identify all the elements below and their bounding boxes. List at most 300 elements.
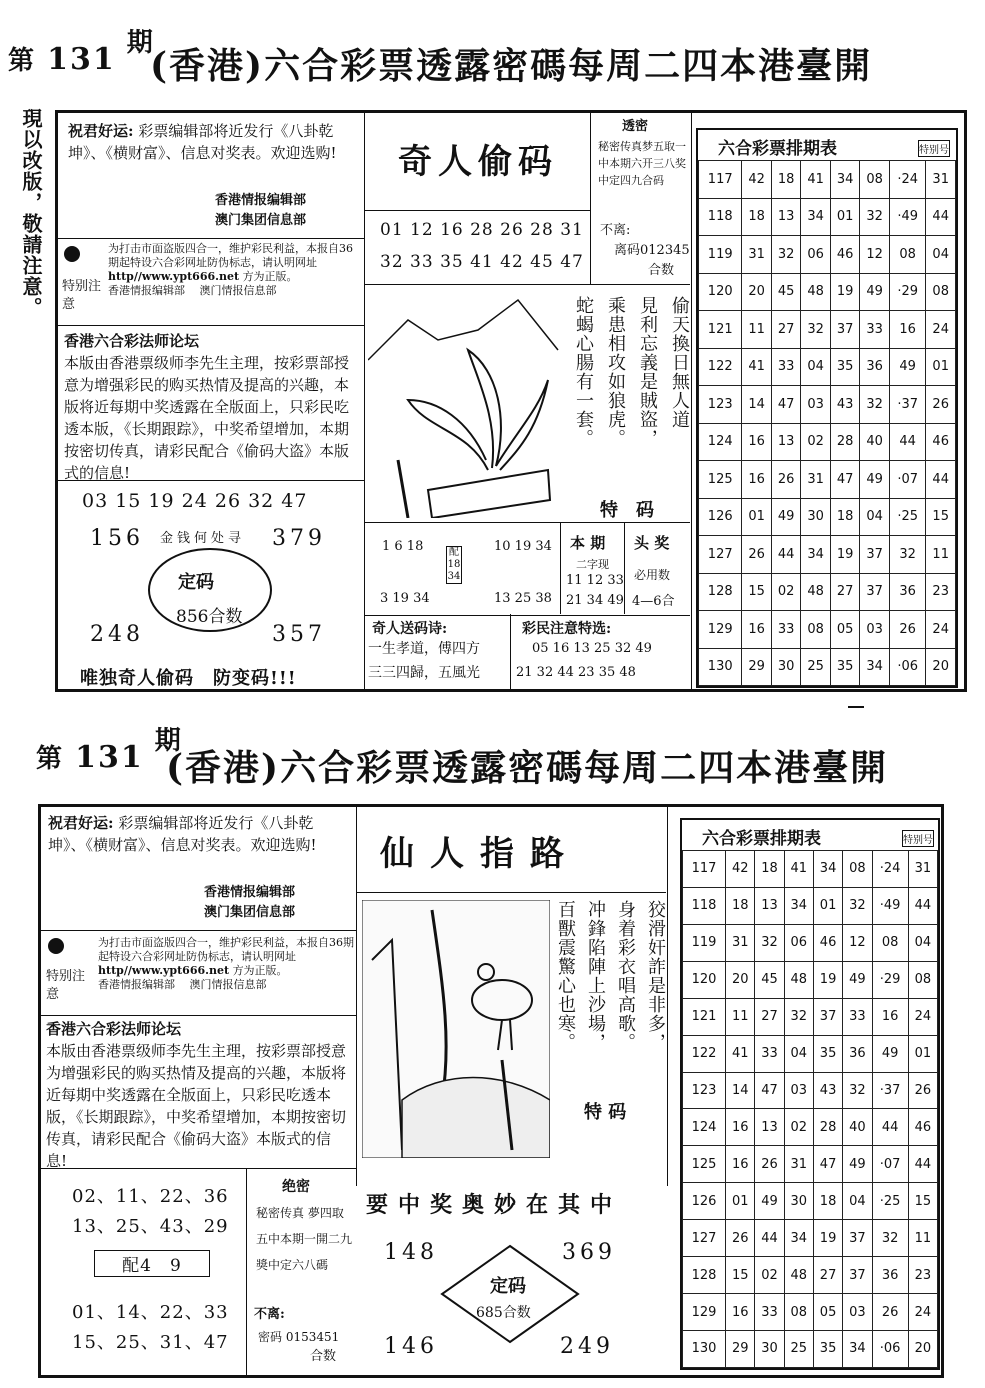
schedule-number-cell: 13 [755,887,784,924]
schedule-row [699,498,956,536]
bottom-arc: 要中奖奥妙在其中 [366,1192,623,1218]
schedule-number-cell: 49 [872,1035,908,1072]
schedule-number-cell: 33 [771,611,801,649]
top-wish-label: 祝君好运: [68,122,134,140]
schedule-issue-cell: 124 [683,1109,726,1146]
schedule-number-cell: 48 [784,1257,813,1294]
schedule-number-cell: 18 [755,851,784,888]
top-notice-sign2: 澳门情报信息部 [199,284,277,297]
bottom-forum-text: 本版由香港票级师李先生主理，按彩票部授意为增强彩民的购买热情及提高的兴趣，本版将近每期中奖透露在全版面上，只彩民吃透本版，《长期跟踪》，中奖希望增加，本期按密切传真，请彩民配合《偷码大盗》本版式的信息! [46,1042,347,1170]
schedule-number-cell: 08 [801,611,831,649]
schedule-issue-cell: 117 [699,161,742,199]
schedule-number-cell: 36 [889,573,925,611]
schedule-number-cell: 46 [908,1109,937,1146]
bottom-notice-content [98,936,354,992]
top-notice-text: 为打击市面盗版四合一，维护彩民利益，本报自36期起特设六合彩网址防伪标志，请认明网址 [108,242,353,269]
schedule-number-cell: 24 [926,611,956,649]
schedule-issue-cell: 119 [699,236,742,274]
schedule-number-cell: 35 [830,348,860,386]
top-issue-suffix: 期 [126,28,155,58]
schedule-number-cell: 25 [801,648,831,686]
schedule-number-cell: 31 [801,461,831,499]
schedule-number-cell: 16 [742,461,772,499]
bottom-poem-col-1: 狡滑奸詐是非多， [645,900,666,1052]
top-ring-center: 定码 [178,572,214,593]
schedule-row [683,1294,938,1331]
bottom-diamond-center2: 685合数 [476,1305,531,1321]
top-wish-block [68,120,358,164]
bottom-title: (香港)六合彩票透露密碼每周二四本港臺開 [166,747,889,789]
schedule-number-cell: 32 [755,924,784,961]
schedule-number-cell: 08 [872,924,908,961]
top-notice-url: http//www.ypt666.net [108,270,240,283]
schedule-number-cell: 19 [813,961,842,998]
top-attn-line2: 21 32 44 23 35 48 [516,665,636,680]
top-title: (香港)六合彩票透露密碼每周二四本港臺開 [150,45,873,87]
schedule-number-cell: 08 [908,961,937,998]
schedule-number-cell: 36 [872,1257,908,1294]
schedule-issue-cell: 124 [699,423,742,461]
schedule-number-cell: 02 [801,423,831,461]
schedule-number-cell: 41 [726,1035,755,1072]
top-illustration-plant [368,290,568,518]
schedule-number-cell: ·29 [889,273,925,311]
schedule-number-cell: 31 [926,161,956,199]
schedule-number-cell: 12 [843,924,872,961]
schedule-issue-cell: 129 [699,611,742,649]
schedule-number-cell: 37 [860,573,890,611]
top-mini-a: 1 6 18 [382,539,424,554]
schedule-number-cell: 02 [755,1257,784,1294]
bottom-wish-label: 祝君好运: [48,814,114,832]
schedule-number-cell: 36 [860,348,890,386]
top-poem-col-2: 見利忘義是賊盜， [637,296,658,448]
bomb-icon [64,246,80,262]
schedule-issue-cell: 122 [683,1035,726,1072]
top-forum-title: 香港六合彩法师论坛 [64,332,200,350]
schedule-number-cell: 32 [860,386,890,424]
top-secret-text: 秘密传真梦五取一中本期六开三八奖中定四九合码 [598,140,686,187]
schedule-number-cell: 03 [860,611,890,649]
schedule-row [683,1330,938,1367]
schedule-number-cell: 19 [830,273,860,311]
schedule-number-cell: 15 [726,1257,755,1294]
schedule-number-cell: 44 [908,887,937,924]
bottom-poem [552,900,668,1100]
top-benqi-title: 本 期 [570,534,606,552]
top-numbers-row: 03 15 19 24 26 32 47 [82,490,308,512]
schedule-number-cell: 26 [726,1220,755,1257]
schedule-row [683,924,938,961]
bottom-left-pei: 配4 9 [94,1250,210,1277]
bottom-secret-title: 绝密 [282,1179,310,1195]
bottom-left-col-divider [246,1168,247,1376]
top-schedule-table [698,160,956,686]
schedule-number-cell: ·29 [872,961,908,998]
schedule-number-cell: 08 [889,236,925,274]
top-issue [8,28,155,77]
schedule-number-cell: 02 [771,573,801,611]
top-left-divider [58,480,364,481]
top-toujiang-val: 4—6合 [632,594,675,609]
top-tema: 特 码 [600,500,654,521]
top-dash [848,706,864,708]
schedule-number-cell: 41 [784,851,813,888]
schedule-row [699,236,956,274]
schedule-number-cell: 04 [908,924,937,961]
bottom-issue-prefix: 第 [36,744,65,774]
schedule-row [699,161,956,199]
schedule-number-cell: 02 [784,1109,813,1146]
schedule-issue-cell: 119 [683,924,726,961]
top-attn-title: 彩民注意特选: [522,621,612,637]
bottom-left-n1: 02、11、22、36 [72,1186,229,1207]
schedule-issue-cell: 126 [683,1183,726,1220]
schedule-number-cell: 16 [726,1109,755,1146]
schedule-number-cell: 04 [801,348,831,386]
schedule-number-cell: 37 [830,311,860,349]
schedule-issue-cell: 121 [699,311,742,349]
schedule-number-cell: 49 [860,461,890,499]
top-notice-label: 特别注意 [62,279,102,312]
top-notice-content [108,242,362,298]
schedule-issue-cell: 117 [683,851,726,888]
schedule-number-cell: 16 [726,1146,755,1183]
top-poem-line1: 一生孝道，傅四方 [368,641,480,657]
schedule-number-cell: 30 [755,1330,784,1367]
schedule-issue-cell: 126 [699,498,742,536]
top-main-divider [364,210,590,211]
bottom-main-title: 仙人指路 [380,834,580,874]
top-nums-row2: 32 33 35 41 42 45 47 [380,252,584,272]
schedule-number-cell: 46 [926,423,956,461]
schedule-number-cell: 01 [908,1035,937,1072]
schedule-number-cell: 33 [843,998,872,1035]
schedule-row [683,1109,938,1146]
bottom-poem-col-2: 身着彩衣唱高歌。 [615,900,636,1052]
schedule-number-cell: 01 [926,348,956,386]
schedule-row [683,1146,938,1183]
schedule-number-cell: 36 [843,1035,872,1072]
bottom-diamond-center: 定码 [490,1276,526,1297]
top-benqi-n1: 11 12 33 [566,573,624,588]
schedule-number-cell: 26 [889,611,925,649]
schedule-row [699,198,956,236]
schedule-number-cell: ·25 [889,498,925,536]
schedule-number-cell: 32 [801,311,831,349]
schedule-number-cell: 15 [926,498,956,536]
schedule-number-cell: 04 [784,1035,813,1072]
schedule-number-cell: 44 [872,1109,908,1146]
schedule-number-cell: 37 [843,1220,872,1257]
schedule-number-cell: 16 [872,998,908,1035]
schedule-number-cell: ·07 [889,461,925,499]
schedule-number-cell: 19 [830,536,860,574]
top-side-note: 現以改版，敬請注意。 [19,108,43,318]
top-poem-col-1: 偷天換日無人道 [669,296,690,429]
schedule-number-cell: 12 [860,236,890,274]
bottom-notice-label: 特别注意 [46,969,86,1002]
top-ring-center2: 856合数 [176,607,243,627]
schedule-number-cell: 32 [872,1220,908,1257]
schedule-number-cell: 44 [908,1146,937,1183]
bottom-diamond-br: 249 [560,1334,614,1359]
schedule-number-cell: 16 [742,611,772,649]
schedule-row [683,1183,938,1220]
schedule-row [683,1220,938,1257]
schedule-number-cell: 01 [830,198,860,236]
bottom-buli-code: 密码 0153451 [258,1330,340,1344]
schedule-number-cell: 32 [771,236,801,274]
schedule-row [683,998,938,1035]
schedule-number-cell: 13 [771,423,801,461]
bottom-issue [36,726,183,775]
bottom-bomb-icon [48,938,64,954]
schedule-issue-cell: 118 [699,198,742,236]
bottom-schedule-title: 六合彩票排期表 [702,829,821,849]
schedule-number-cell: 43 [830,386,860,424]
schedule-number-cell: 34 [784,1220,813,1257]
top-mini-pei: 配 18 34 [447,547,461,582]
schedule-number-cell: 05 [830,611,860,649]
schedule-number-cell: ·24 [889,161,925,199]
top-mini-c: 10 19 34 [494,539,552,554]
top-schedule-special: 特别号 [918,140,950,157]
schedule-row [699,461,956,499]
schedule-number-cell: 40 [843,1109,872,1146]
schedule-number-cell: 16 [889,311,925,349]
bottom-notice-url: http//www.ypt666.net [98,964,230,977]
top-poem-col-4: 蛇蝎心腸有一套。 [573,296,594,448]
schedule-number-cell: 29 [742,648,772,686]
schedule-row [683,851,938,888]
schedule-number-cell: 24 [908,998,937,1035]
schedule-number-cell: 49 [843,961,872,998]
schedule-number-cell: 26 [872,1294,908,1331]
schedule-number-cell: 41 [801,161,831,199]
schedule-number-cell: 20 [908,1330,937,1367]
bottom-notice-text: 为打击市面盗版四合一，维护彩民利益，本报自36期起特设六合彩网址防伪标志，请认明网址 [98,936,354,963]
schedule-number-cell: 35 [830,648,860,686]
schedule-number-cell: 01 [742,498,772,536]
schedule-number-cell: 26 [908,1072,937,1109]
bottom-schedule-special: 特别号 [902,830,934,847]
schedule-number-cell: 23 [908,1257,937,1294]
schedule-number-cell: 11 [926,536,956,574]
schedule-number-cell: 04 [860,498,890,536]
schedule-issue-cell: 120 [683,961,726,998]
schedule-number-cell: 06 [784,924,813,961]
schedule-number-cell: ·06 [872,1330,908,1367]
schedule-number-cell: 11 [726,998,755,1035]
schedule-number-cell: ·25 [872,1183,908,1220]
schedule-number-cell: 19 [813,1220,842,1257]
bottom-notice-url-note: 方为正版。 [232,964,288,977]
schedule-number-cell: ·37 [872,1072,908,1109]
schedule-number-cell: 32 [843,887,872,924]
schedule-number-cell: ·49 [872,887,908,924]
bottom-left-n3: 01、14、22、33 [72,1302,229,1323]
schedule-number-cell: 47 [755,1072,784,1109]
bottom-diamond-tl: 148 [384,1240,438,1265]
top-wish-text: 彩票编辑部将近发行《八卦乾坤》、《横财富》、信息对奖表。欢迎选购! [68,122,337,162]
schedule-number-cell: 49 [860,273,890,311]
bottom-diamond-tr: 369 [562,1240,616,1265]
schedule-row [699,423,956,461]
schedule-issue-cell: 128 [683,1257,726,1294]
schedule-issue-cell: 127 [699,536,742,574]
schedule-number-cell: 45 [755,961,784,998]
bottom-left-divider [40,1168,356,1169]
schedule-row [683,1072,938,1109]
schedule-number-cell: 48 [784,961,813,998]
schedule-issue-cell: 129 [683,1294,726,1331]
schedule-number-cell: 27 [830,573,860,611]
schedule-number-cell: 24 [908,1294,937,1331]
schedule-number-cell: 44 [926,198,956,236]
schedule-number-cell: 48 [801,273,831,311]
schedule-number-cell: 18 [830,498,860,536]
schedule-number-cell: 27 [771,311,801,349]
top-issue-number: 131 [47,42,116,77]
bottom-tema: 特 码 [584,1102,627,1123]
schedule-number-cell: 05 [813,1294,842,1331]
schedule-number-cell: 24 [926,311,956,349]
schedule-issue-cell: 118 [683,887,726,924]
schedule-number-cell: 13 [755,1109,784,1146]
schedule-number-cell: 41 [742,348,772,386]
schedule-number-cell: 35 [813,1330,842,1367]
schedule-number-cell: 30 [784,1183,813,1220]
schedule-number-cell: 34 [813,851,842,888]
schedule-issue-cell: 127 [683,1220,726,1257]
schedule-number-cell: 23 [926,573,956,611]
top-poem [570,296,692,508]
schedule-row [699,273,956,311]
schedule-number-cell: 26 [742,536,772,574]
bottom-wish-block [48,812,348,856]
bottom-main-divider [356,892,666,893]
bottom-secret-text: 秘密传真 夢四取五中本期一開二九獎中定六八碼 [256,1206,353,1272]
schedule-number-cell: 26 [755,1146,784,1183]
schedule-number-cell: 32 [860,198,890,236]
top-ring-arc: 金钱何处寻 [160,531,246,546]
top-sign1: 香港情报编辑部 [215,193,307,208]
schedule-number-cell: 11 [742,311,772,349]
schedule-number-cell: 18 [726,887,755,924]
bottom-buli: 不离: [254,1307,285,1322]
schedule-number-cell: ·06 [889,648,925,686]
schedule-issue-cell: 128 [699,573,742,611]
bottom-notice-sign2: 澳门情报信息部 [189,978,267,991]
bottom-schedule-table [682,850,938,1368]
schedule-number-cell: 34 [801,198,831,236]
top-poem-title: 奇人送码诗: [372,621,448,637]
bottom-issue-number: 131 [75,740,144,775]
top-toujiang-sub: 必用数 [634,568,671,582]
schedule-number-cell: 15 [908,1183,937,1220]
schedule-number-cell: 40 [860,423,890,461]
schedule-number-cell: 01 [813,887,842,924]
schedule-number-cell: 37 [860,536,890,574]
schedule-number-cell: 45 [771,273,801,311]
top-main-title: 奇人偷码 [398,142,558,182]
schedule-number-cell: 49 [889,348,925,386]
schedule-row [699,311,956,349]
schedule-number-cell: 33 [771,348,801,386]
schedule-number-cell: 46 [813,924,842,961]
schedule-number-cell: 26 [771,461,801,499]
schedule-row [683,1257,938,1294]
top-buli-code: 离码012345 [614,243,690,258]
schedule-issue-cell: 125 [683,1146,726,1183]
schedule-number-cell: 27 [755,998,784,1035]
schedule-number-cell: 08 [784,1294,813,1331]
schedule-number-cell: 08 [843,851,872,888]
schedule-number-cell: 18 [742,198,772,236]
schedule-issue-cell: 122 [699,348,742,386]
schedule-number-cell: 20 [742,273,772,311]
schedule-issue-cell: 123 [699,386,742,424]
schedule-row [699,386,956,424]
schedule-number-cell: 08 [926,273,956,311]
top-poem-line2: 三三四歸，五風光 [368,665,480,681]
schedule-number-cell: 15 [742,573,772,611]
bottom-sign2: 澳门集团信息部 [204,905,296,920]
schedule-number-cell: 16 [742,423,772,461]
schedule-number-cell: 44 [889,423,925,461]
schedule-number-cell: 42 [726,851,755,888]
bottom-illustration-rooster [362,900,550,1158]
schedule-number-cell: 46 [830,236,860,274]
schedule-number-cell: 32 [889,536,925,574]
schedule-number-cell: ·24 [872,851,908,888]
schedule-number-cell: 28 [830,423,860,461]
top-attn-line1: 05 16 13 25 32 49 [532,641,652,656]
schedule-number-cell: 31 [726,924,755,961]
schedule-number-cell: 33 [755,1035,784,1072]
schedule-number-cell: 26 [926,386,956,424]
schedule-number-cell: 44 [926,461,956,499]
schedule-number-cell: 49 [771,498,801,536]
schedule-number-cell: ·07 [872,1146,908,1183]
schedule-issue-cell: 130 [699,648,742,686]
top-poem-col-3: 乘患相攻如狼虎。 [605,296,626,448]
schedule-number-cell: 04 [843,1183,872,1220]
schedule-number-cell: 04 [926,236,956,274]
schedule-row [699,348,956,386]
schedule-number-cell: 47 [771,386,801,424]
top-notice-url-note: 方为正版。 [242,270,298,283]
bottom-forum-title: 香港六合彩法师论坛 [46,1020,182,1038]
schedule-row [683,1035,938,1072]
schedule-number-cell: 48 [801,573,831,611]
bottom-poem-col-4: 百獸震驚心也寒。 [555,900,576,1052]
top-toujiang-divider [624,522,625,614]
schedule-issue-cell: 123 [683,1072,726,1109]
schedule-number-cell: 47 [830,461,860,499]
schedule-row [699,573,956,611]
schedule-number-cell: 31 [784,1146,813,1183]
schedule-number-cell: 16 [726,1294,755,1331]
top-mini-b: 3 19 34 [380,591,430,606]
bottom-diamond-bl: 146 [384,1334,438,1359]
schedule-issue-cell: 121 [683,998,726,1035]
schedule-number-cell: 31 [742,236,772,274]
top-issue-prefix: 第 [8,46,37,76]
schedule-number-cell: ·49 [889,198,925,236]
top-schedule-title: 六合彩票排期表 [718,139,837,159]
